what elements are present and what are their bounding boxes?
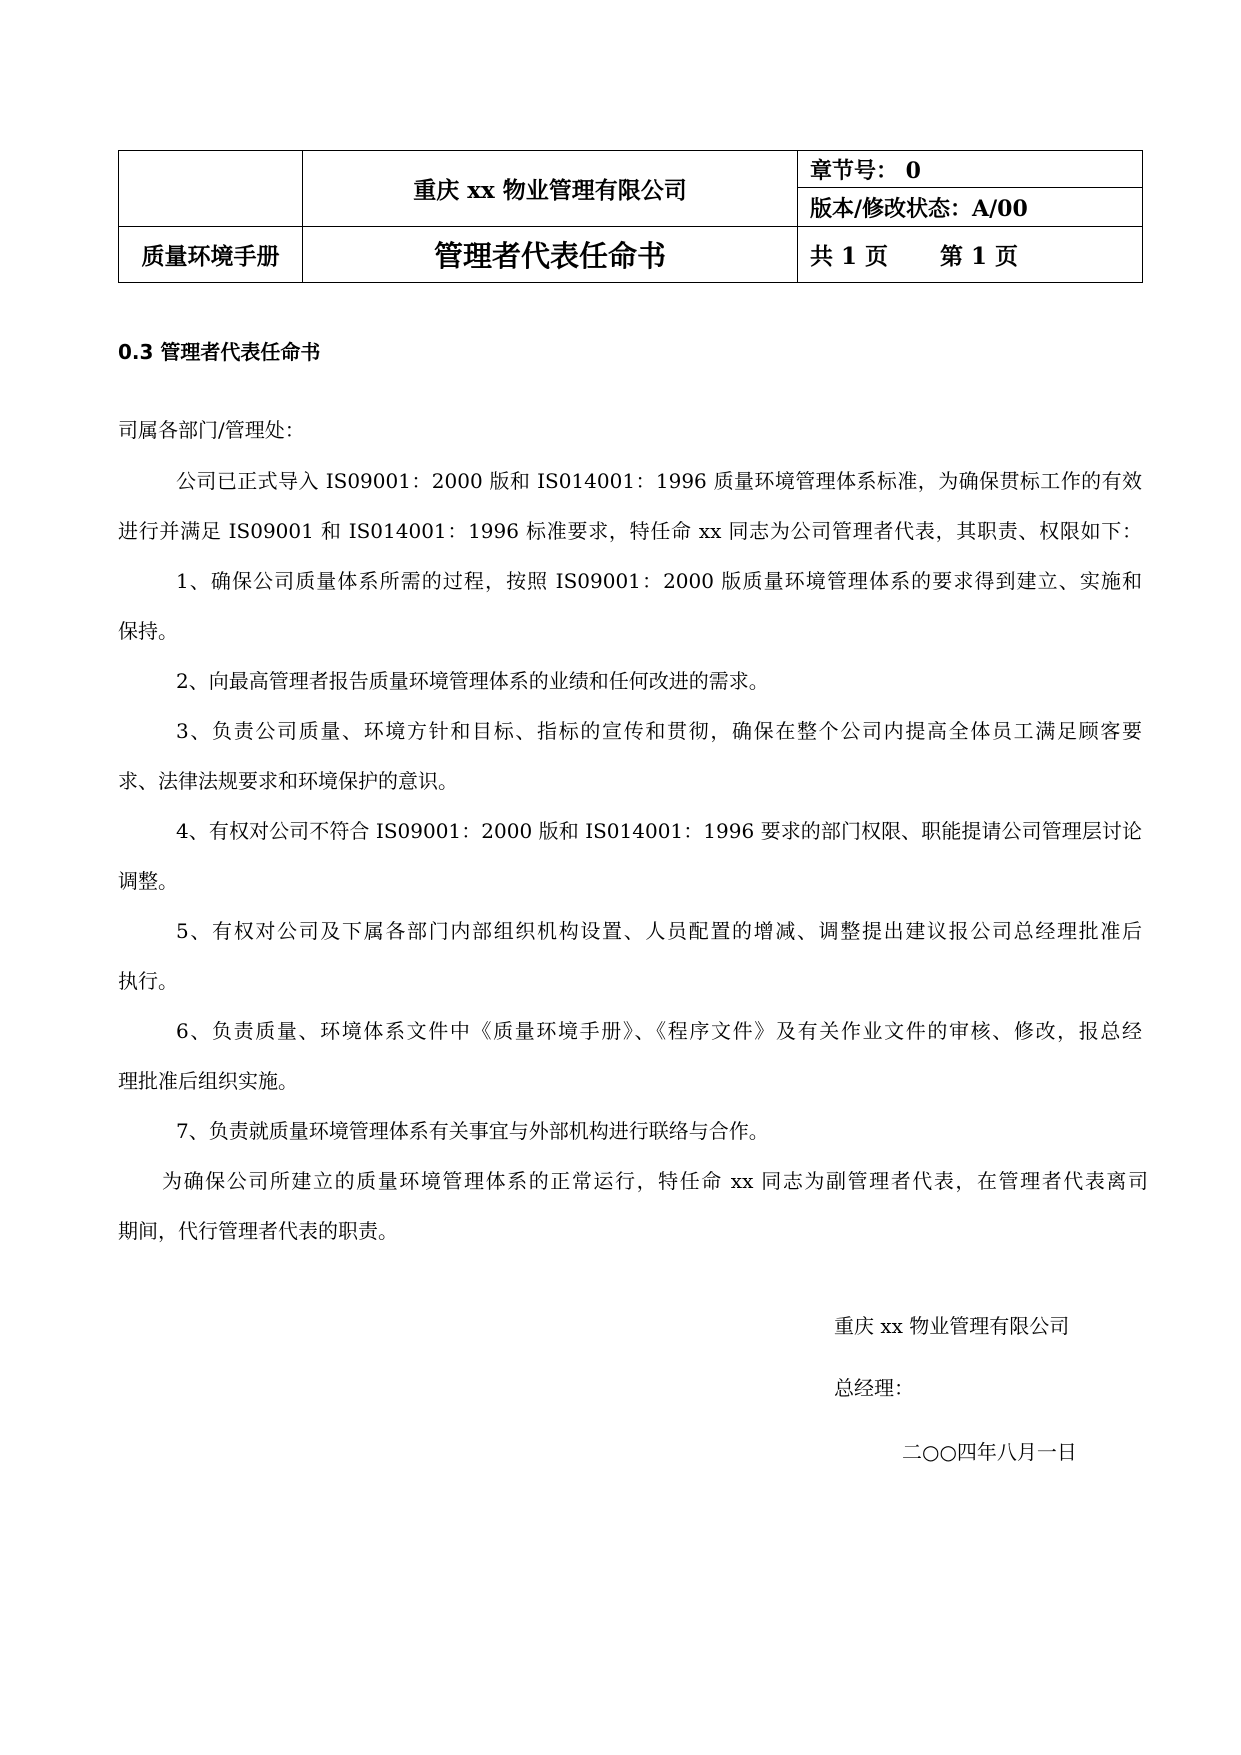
document-header-table	[118, 150, 1143, 283]
page-total: 共 1 页	[810, 243, 889, 270]
duty-1-line-1: 1、确保公司质量体系所需的过程，按照 IS09001：2000 版质量环境管理体系的要求得到建立、实施和	[176, 569, 1142, 593]
salutation: 司属各部门/管理处：	[118, 418, 305, 442]
duty-7-line-1: 7、负责就质量环境管理体系有关事宜与外部机构进行联络与合作。	[176, 1119, 769, 1143]
duty-6-line-2: 理批准后组织实施。	[118, 1069, 298, 1093]
signature-general-manager-label: 总经理：	[834, 1376, 914, 1400]
duty-4-line-1: 4、有权对公司不符合 IS09001：2000 版和 IS014001：1996 要求的部门权限、职能提请公司管理层讨论	[176, 819, 1142, 843]
signature-date: 二○○四年八月一日	[902, 1440, 1077, 1464]
duty-6-line-1: 6、负责质量、环境体系文件中《质量环境手册》、《程序文件》及有关作业文件的审核、修改，报总经	[176, 1019, 1142, 1043]
deputy-line-2: 期间，代行管理者代表的职责。	[118, 1219, 398, 1243]
header-company-name: 重庆 xx 物业管理有限公司	[303, 151, 798, 227]
intro-line-1: 公司已正式导入 IS09001：2000 版和 IS014001：1996 质量环境管理体系标准，为确保贯标工作的有效	[176, 469, 1142, 493]
header-document-title: 管理者代表任命书	[303, 227, 798, 283]
header-chapter-number: 章节号： 0	[798, 151, 1143, 188]
duty-3-line-1: 3、负责公司质量、环境方针和目标、指标的宣传和贯彻，确保在整个公司内提高全体员工满足顾客要	[176, 719, 1142, 743]
duty-3-line-2: 求、法律法规要求和环境保护的意识。	[118, 769, 458, 793]
signature-company: 重庆 xx 物业管理有限公司	[834, 1314, 1070, 1338]
intro-line-2: 进行并满足 IS09001 和 IS014001：1996 标准要求，特任命 xx 同志为公司管理者代表，其职责、权限如下：	[118, 519, 1142, 543]
page-current: 第 1 页	[940, 243, 1019, 270]
duty-5-line-2: 执行。	[118, 969, 178, 993]
header-page-count	[798, 227, 1143, 283]
section-heading: 0.3 管理者代表任命书	[118, 340, 321, 364]
deputy-line-1: 为确保公司所建立的质量环境管理体系的正常运行，特任命 xx 同志为副管理者代表，在管理者代表离司	[162, 1169, 1148, 1193]
header-empty-cell	[119, 151, 303, 227]
duty-4-line-2: 调整。	[118, 869, 178, 893]
duty-1-line-2: 保持。	[118, 619, 178, 643]
header-version-status: 版本/修改状态：A/00	[798, 188, 1143, 227]
duty-5-line-1: 5、有权对公司及下属各部门内部组织机构设置、人员配置的增减、调整提出建议报公司总经理批准后	[176, 919, 1142, 943]
duty-2-line-1: 2、向最高管理者报告质量环境管理体系的业绩和任何改进的需求。	[176, 669, 769, 693]
header-manual-name: 质量环境手册	[119, 227, 303, 283]
